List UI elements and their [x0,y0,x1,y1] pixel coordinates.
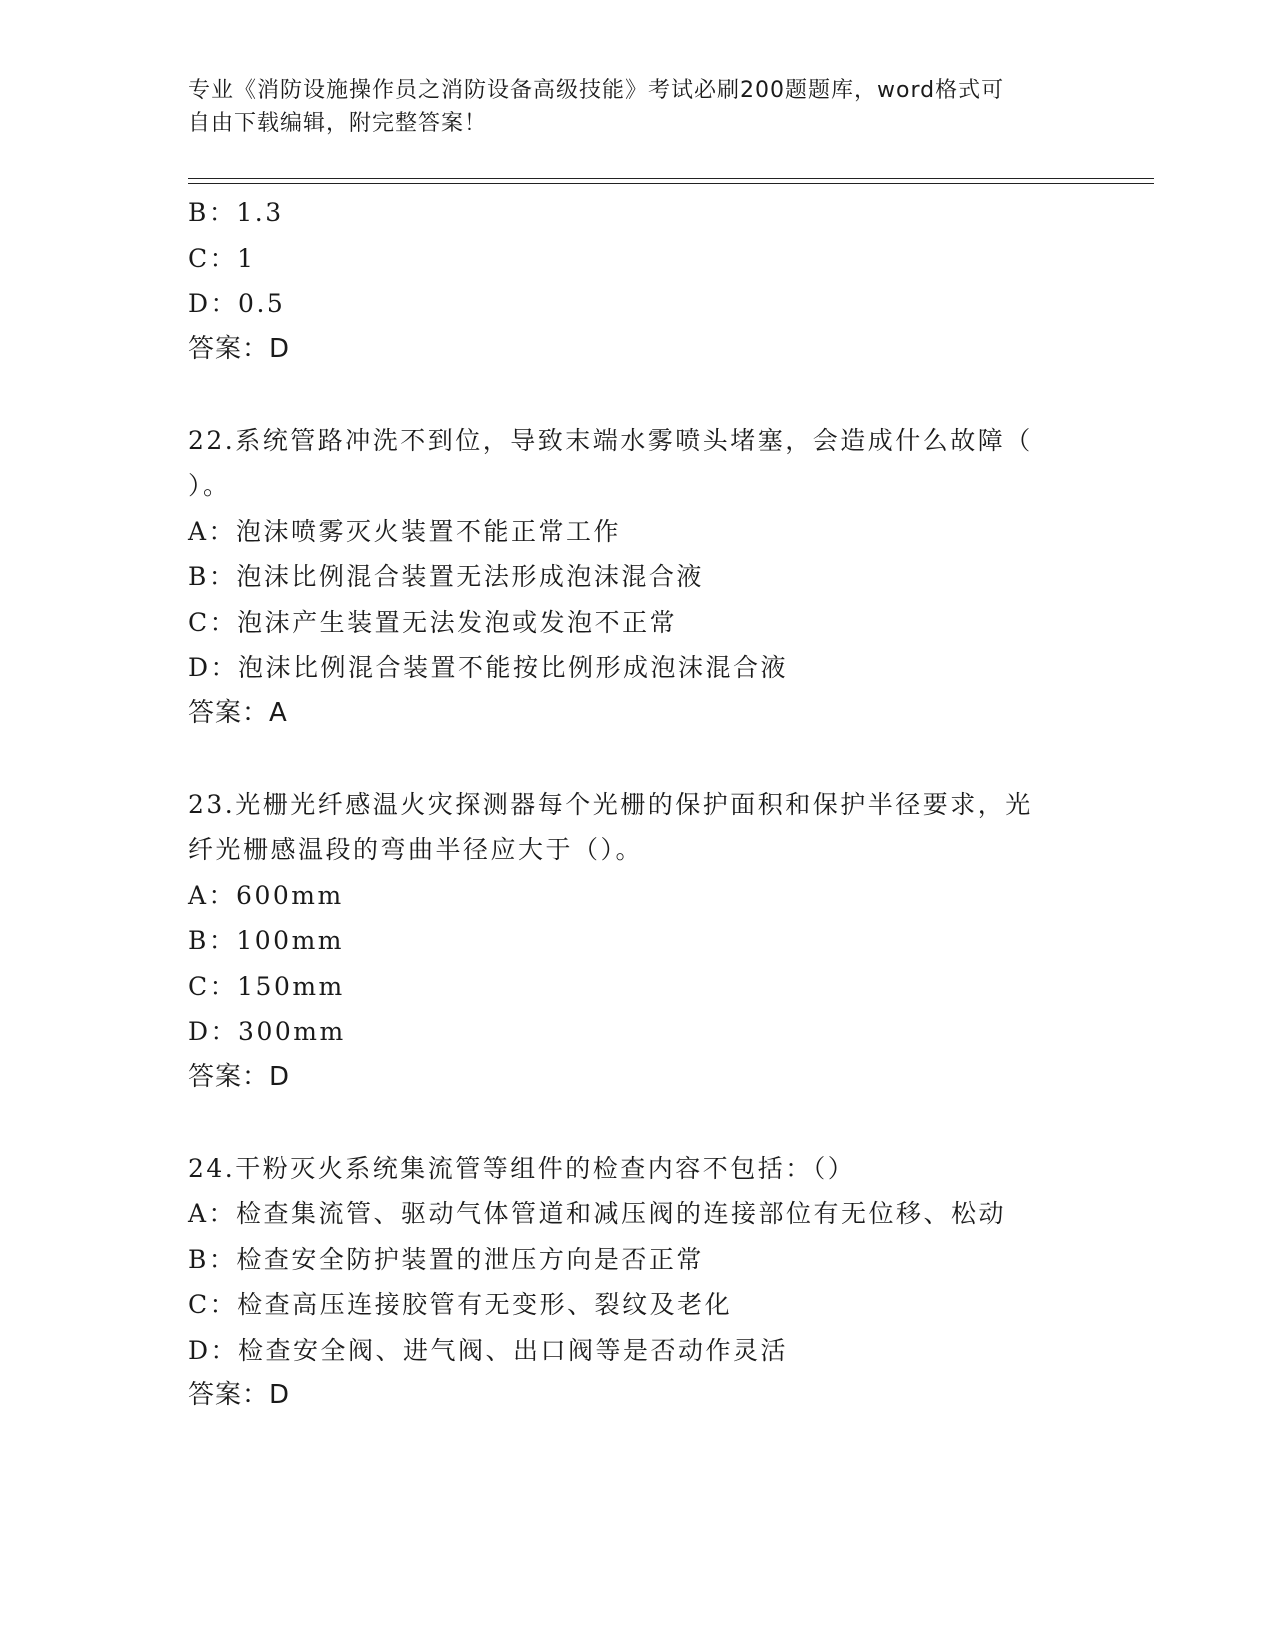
question-text-line-1: 23.光栅光纤感温火灾探测器每个光栅的保护面积和保护半径要求，光 [188,789,1033,819]
question-text-line-2: 纤光栅感温段的弯曲半径应大于（）。 [188,835,644,864]
option-c: C：泡沫产生装置无法发泡或发泡不正常 [188,607,678,637]
document-body [188,190,1108,1419]
option-b: B：1.3 [188,198,284,227]
option-b: B：100mm [188,926,345,955]
answer-line: 答案：D [188,333,291,364]
option-c: C：1 [188,243,256,273]
question-text-line-1: 22.系统管路冲洗不到位，导致末端水雾喷头堵塞，会造成什么故障（ [188,425,1033,455]
header-line-1: 专业《消防设施操作员之消防设备高级技能》考试必刷200题题库，word格式可 [188,78,1005,103]
header-line-2: 自由下载编辑，附完整答案！ [188,111,488,136]
document-header [188,74,1088,140]
option-c: C：150mm [188,971,345,1001]
option-d: D：0.5 [188,289,286,318]
spacer [188,372,1108,418]
question-text-line-1: 24.干粉灭火系统集流管等组件的检查内容不包括：（） [188,1153,856,1183]
option-d: D：300mm [188,1017,346,1046]
spacer [188,1100,1108,1146]
header-rule-top [188,178,1154,179]
question-23 [188,782,1108,1101]
spacer [188,736,1108,782]
question-text-line-2: ）。 [188,471,231,500]
answer-line: 答案：A [188,697,288,728]
option-a: A：泡沫喷雾灭火装置不能正常工作 [188,516,622,546]
question-24 [188,1146,1108,1419]
option-d: D：泡沫比例混合装置不能按比例形成泡沫混合液 [188,653,789,682]
header-rule-bottom [188,183,1154,184]
answer-line: 答案：D [188,1380,291,1410]
option-b: B：泡沫比例混合装置无法形成泡沫混合液 [188,562,704,591]
option-a: A：600mm [188,880,344,910]
option-b: B：检查安全防护装置的泄压方向是否正常 [188,1244,704,1274]
question-22 [188,418,1108,737]
prev-question [188,190,1108,372]
option-d: D：检查安全阀、进气阀、出口阀等是否动作灵活 [188,1335,789,1365]
answer-line: 答案：D [188,1061,291,1092]
option-c: C：检查高压连接胶管有无变形、裂纹及老化 [188,1290,733,1319]
option-a: A：检查集流管、驱动气体管道和减压阀的连接部位有无位移、松动 [188,1199,1007,1228]
